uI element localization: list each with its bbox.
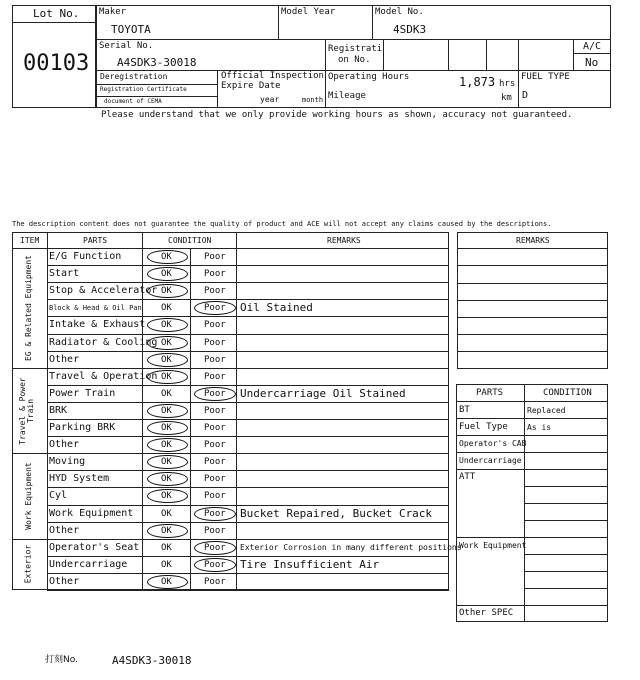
group-name: Exterior	[23, 545, 33, 584]
parts-row-undercarriage: Undercarriage	[459, 456, 522, 465]
poor-option: Poor	[204, 542, 226, 553]
poor-option: Poor	[204, 371, 226, 382]
poor-option: Poor	[204, 337, 226, 348]
poor-option: Poor	[204, 576, 226, 587]
ok-option: OK	[161, 286, 172, 297]
ok-selected-marker	[147, 404, 188, 418]
poor-selected-marker	[194, 558, 236, 572]
parts-row-operator-cab: Operator's CAB	[459, 439, 527, 448]
part-label: Radiator & Cooling	[49, 336, 158, 348]
ok-option: OK	[161, 440, 172, 451]
parts-header: PARTS	[476, 388, 504, 398]
part-label: HYD System	[49, 473, 110, 485]
ac-label: A/C	[583, 41, 602, 52]
part-label: Stop & Accelerator	[49, 285, 158, 297]
registration-label-1: Registrati	[328, 44, 383, 54]
inspection-label-1: Official Inspection	[221, 71, 324, 81]
group-name: Work Equipment	[23, 462, 33, 530]
ok-option: OK	[161, 542, 172, 553]
ok-option: OK	[161, 337, 172, 348]
registration-certificate-label: Registration Certificate	[100, 86, 187, 93]
poor-option: Poor	[204, 388, 226, 399]
deregistration-label: Deregistration	[100, 72, 168, 81]
operating-hours-value: 1,873	[459, 75, 496, 89]
hrs-label: hrs	[499, 79, 516, 89]
part-label: Moving	[49, 456, 86, 468]
group-label	[18, 453, 40, 539]
part-label: Intake & Exhaust	[49, 319, 146, 331]
month-label: month	[302, 96, 324, 104]
poor-option: Poor	[204, 354, 226, 365]
poor-option: Poor	[204, 320, 226, 331]
cema-label: document of CEMA	[104, 98, 162, 105]
ok-option: OK	[161, 457, 172, 468]
part-label: BRK	[49, 404, 68, 416]
ok-selected-marker	[147, 250, 188, 264]
fuel-type-value: D	[522, 90, 529, 101]
parts-row-bt: BT	[459, 405, 470, 415]
stamp-label: 打刻No.	[45, 655, 78, 665]
group-label	[18, 368, 40, 454]
poor-option: Poor	[204, 423, 226, 433]
part-label: Work Equipment	[49, 507, 134, 519]
ok-option: OK	[161, 423, 172, 433]
poor-selected-marker	[194, 507, 236, 521]
poor-option: Poor	[204, 491, 226, 502]
fuel-type-label: FUEL TYPE	[521, 72, 570, 82]
poor-option: Poor	[204, 303, 226, 314]
part-label: Power Train	[49, 387, 116, 399]
inspection-label-2: Expire Date	[221, 81, 281, 91]
parts-row-work-equipment: Work Equipment	[459, 541, 527, 550]
poor-option: Poor	[204, 559, 226, 570]
remark-text: Tire Insufficient Air	[240, 557, 380, 571]
part-label: E/G Function	[49, 251, 122, 262]
registration-label-2: on No.	[338, 55, 371, 65]
parts-row-other-spec: Other SPEC	[459, 608, 514, 618]
poor-selected-marker	[194, 387, 236, 401]
model-no-value: 4SDK3	[393, 23, 427, 36]
poor-option: Poor	[204, 286, 226, 297]
group-name-line-2: Train	[25, 398, 35, 423]
part-label: Block & Head & Oil Pan	[49, 304, 142, 313]
part-label: Parking BRK	[49, 422, 116, 433]
ok-option: OK	[161, 405, 172, 416]
poor-option: Poor	[204, 252, 226, 262]
header-item: ITEM	[20, 236, 40, 245]
remark-text: Undercarriage Oil Stained	[240, 386, 406, 400]
parts-row-fuel-type-condition: As is	[527, 423, 552, 432]
description-notice: The description content does not guarantee the quality of product and ACE will not accept any claims caused by the descriptions.	[12, 220, 552, 228]
ok-option: OK	[161, 508, 172, 519]
group-name: EG & Related Equipment	[23, 254, 33, 361]
parts-row-att: ATT	[459, 472, 476, 482]
maker-value: TOYOTA	[111, 23, 151, 36]
poor-option: Poor	[204, 525, 226, 536]
model-year-label: Model Year	[281, 7, 336, 17]
ok-option: OK	[161, 491, 172, 502]
parts-row-bt-condition: Replaced	[527, 406, 566, 415]
header-condition: CONDITION	[168, 236, 212, 245]
poor-option: Poor	[204, 508, 226, 519]
part-label: Other	[49, 524, 80, 536]
poor-option: Poor	[204, 474, 226, 485]
poor-option: Poor	[204, 405, 226, 416]
maker-label: Maker	[99, 7, 127, 17]
serial-label: Serial No.	[99, 41, 154, 51]
year-label: year	[260, 95, 280, 104]
ok-option: OK	[161, 576, 172, 587]
ok-option: OK	[161, 303, 172, 314]
ok-option: OK	[161, 354, 172, 365]
part-label: Travel & Operation	[49, 370, 158, 382]
model-no-label: Model No.	[375, 7, 424, 17]
poor-option: Poor	[204, 457, 226, 468]
right-remarks-header: REMARKS	[516, 236, 550, 245]
ok-option: OK	[161, 559, 172, 570]
part-label: Other	[49, 353, 80, 365]
ok-option: OK	[161, 252, 172, 262]
ok-selected-marker	[147, 336, 188, 350]
ok-option: OK	[161, 320, 172, 331]
part-label: Operator's Seat	[49, 541, 140, 553]
part-label: Undercarriage	[49, 558, 128, 570]
part-label: Other	[49, 575, 80, 587]
poor-option: Poor	[204, 440, 226, 451]
remark-text: Exterior Corrosion in many different positions	[240, 542, 462, 552]
part-label: Other	[49, 439, 80, 451]
condition-header: CONDITION	[543, 388, 592, 398]
poor-option: Poor	[204, 269, 226, 280]
stamp-value: A4SDK3-30018	[112, 654, 192, 667]
ok-selected-marker	[147, 370, 188, 384]
lot-number: 00103	[23, 51, 90, 76]
mileage-label: Mileage	[328, 91, 366, 101]
poor-selected-marker	[194, 541, 236, 555]
ok-option: OK	[161, 474, 172, 485]
ok-option: OK	[161, 371, 172, 382]
ok-selected-marker	[147, 353, 188, 367]
remark-text: Bucket Repaired, Bucket Crack	[240, 506, 433, 520]
km-label: km	[501, 93, 512, 103]
parts-row-fuel-type: Fuel Type	[459, 422, 508, 432]
group-name-line-1: Travel & Power	[17, 376, 27, 445]
group-label	[19, 539, 41, 590]
ok-selected-marker	[147, 575, 188, 589]
ok-selected-marker	[147, 524, 188, 538]
ac-value: No	[585, 56, 599, 69]
header-remarks: REMARKS	[327, 236, 361, 245]
ok-selected-marker	[147, 421, 188, 435]
serial-value: A4SDK3-30018	[117, 56, 197, 69]
group-label	[18, 248, 40, 368]
lot-label: Lot No.	[33, 7, 80, 20]
operating-hours-label: Operating Hours	[328, 72, 410, 82]
part-label: Cyl	[49, 490, 68, 502]
part-label: Start	[49, 268, 80, 280]
header-parts: PARTS	[83, 236, 108, 245]
hours-notice: Please understand that we only provide working hours as shown, accuracy not guaranteed.	[101, 110, 573, 120]
remark-text: Oil Stained	[240, 301, 313, 315]
ok-option: OK	[161, 525, 172, 536]
ok-option: OK	[161, 269, 172, 280]
ok-option: OK	[161, 388, 172, 399]
